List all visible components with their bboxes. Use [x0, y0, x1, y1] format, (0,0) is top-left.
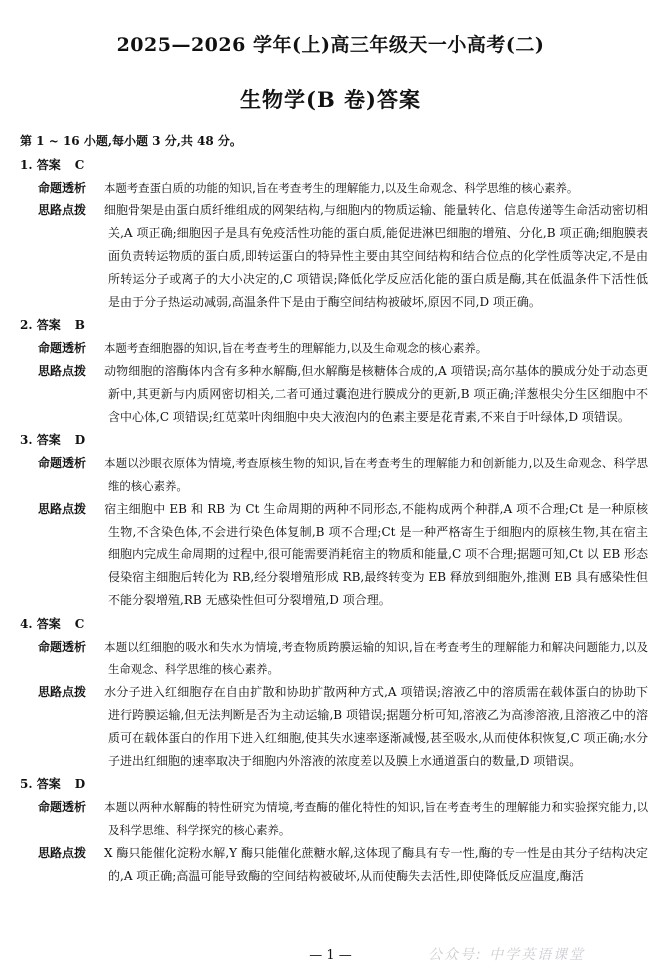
answer-choice: C — [74, 616, 85, 631]
page-title: 2025—2026 学年(上)高三年级天一小高考(二) — [116, 34, 545, 56]
analysis-text: 本题以两种水解酶的特性研究为情境,考查酶的催化特性的知识,旨在考查考生的理解能力和实验探究能力,以及科学思维、科学探究的核心素养。 — [104, 800, 648, 837]
question-answer-line — [20, 314, 648, 337]
question-number: 2. — [20, 318, 33, 333]
analysis-text: 本题以沙眼衣原体为情境,考查原核生物的知识,旨在考查考生的理解能力和创新能力,以及生命观念、科学思维的核心素养。 — [104, 456, 648, 493]
answer-choice: D — [74, 433, 86, 448]
question-number: 3. — [20, 433, 33, 448]
question-number: 4. — [20, 616, 33, 631]
answer-choice: C — [74, 157, 85, 172]
hint-text: 水分子进入红细胞存在自由扩散和协助扩散两种方式,A 项错误;溶液乙中的溶质需在载体蛋白的协助下进行跨膜运输,但无法判断是否为主动运输,B 项错误;据题分析可知,溶液乙为高渗溶液,且溶液乙中的溶质可在载体蛋白的作用下进入红细胞,使其失水速率逐渐减慢,甚至吸水,从而使体积恢复,C 项正确;水分子进出红细胞的速率取决于细胞内外溶液的浓度差以及膜上水通道蛋白的数量,D 项错误。 — [104, 685, 648, 768]
question-answer-line — [20, 613, 648, 636]
hint-text: 细胞骨架是由蛋白质纤维组成的网架结构,与细胞内的物质运输、能量转化、信息传递等生命活动密切相关,A 项正确;细胞因子是具有免疫活性功能的蛋白质,能促进淋巴细胞的增殖、分化,B 项正确;细胞膜表面负责转运物质的蛋白质,即转运蛋白的特异性主要由其空间结构和结合位点的化学性质等决定,不是由所转运分子或离子的大小决定的,C 项错误;降低化学反应活化能的蛋白质是酶,其在低温条件下活性低是由于分子热运动减弱,高温条件下是由于酶空间结构被破坏,原因不同,D 项正确。 — [104, 203, 648, 309]
hint-paragraph — [38, 681, 648, 772]
question-block — [20, 773, 648, 887]
analysis-paragraph — [38, 337, 648, 360]
analysis-label: 命题透析 — [38, 180, 87, 195]
hint-label: 思路点拨 — [38, 845, 87, 860]
hint-text: 动物细胞的溶酶体内含有多种水解酶,但水解酶是核糖体合成的,A 项错误;高尔基体的膜成分处于动态更新中,其更新与内质网密切相关,二者可通过囊泡进行膜成分的更新,B 项正确;洋葱根尖分生区细胞中不含中心体,C 项错误;红苋菜叶肉细胞中央大液泡内的色素主要是花青素,不来自于叶绿体,D 项错误。 — [104, 363, 648, 424]
hint-text: 宿主细胞中 EB 和 RB 为 Ct 生命周期的两种不同形态,不能构成两个种群,A 项不合理;Ct 是一种原核生物,不含染色体,不会进行染色体复制,B 项不合理;Ct 是一种严格寄生于细胞内的原核生物,其在宿主细胞内完成生命周期的过程中,很可能需要消耗宿主的物质和能量,C 项不合理;据题可知,Ct 以 EB 形态侵染宿主细胞后转化为 RB,经分裂增殖形成 RB,最终转变为 EB 释放到细胞外,推测 EB 具有感染性但不能分裂增殖,RB 无感染性但可分裂增殖,D 项合理。 — [104, 501, 648, 607]
answer-label: 答案 — [36, 777, 61, 792]
analysis-paragraph — [38, 452, 648, 498]
question-answer-line — [20, 773, 648, 796]
analysis-text: 本题考查蛋白质的功能的知识,旨在考查考生的理解能力,以及生命观念、科学思维的核心素养。 — [104, 180, 579, 195]
page-subtitle: 生物学(B 卷)答案 — [240, 87, 421, 112]
hint-paragraph — [38, 199, 648, 313]
question-answer-line — [20, 429, 648, 452]
analysis-paragraph — [38, 796, 648, 842]
answer-choice: B — [74, 318, 85, 333]
hint-label: 思路点拨 — [38, 685, 87, 700]
answer-content — [20, 130, 648, 887]
hint-paragraph — [38, 360, 648, 428]
question-block — [20, 154, 648, 314]
question-block — [20, 613, 648, 773]
hint-text: X 酶只能催化淀粉水解,Y 酶只能催化蔗糖水解,这体现了酶具有专一性,酶的专一性是由其分子结构决定的,A 项正确;高温可能导致酶的空间结构被破坏,从而使酶失去活性,即使降低反应温度,酶活 — [104, 845, 648, 883]
question-number: 1. — [20, 157, 33, 172]
hint-label: 思路点拨 — [38, 501, 87, 516]
section-intro: 第 1 ~ 16 小题,每小题 3 分,共 48 分。 — [20, 134, 242, 148]
answer-label: 答案 — [36, 433, 61, 448]
answer-label: 答案 — [36, 616, 61, 631]
hint-paragraph — [38, 842, 648, 888]
analysis-paragraph — [38, 636, 648, 682]
question-number: 5. — [20, 777, 33, 792]
analysis-label: 命题透析 — [38, 800, 87, 815]
answer-label: 答案 — [36, 318, 61, 333]
analysis-text: 本题考查细胞器的知识,旨在考查考生的理解能力,以及生命观念的核心素养。 — [104, 341, 488, 356]
answer-label: 答案 — [36, 157, 61, 172]
watermark-text: 公众号: 中学英语课堂 — [428, 947, 586, 963]
question-list — [20, 154, 648, 888]
question-block — [20, 314, 648, 428]
analysis-paragraph — [38, 177, 648, 200]
answer-choice: D — [74, 777, 86, 792]
analysis-label: 命题透析 — [38, 456, 87, 471]
question-answer-line — [20, 154, 648, 177]
hint-label: 思路点拨 — [38, 363, 87, 378]
question-block — [20, 429, 648, 611]
hint-paragraph — [38, 498, 648, 612]
analysis-label: 命题透析 — [38, 341, 87, 356]
page-number: — 1 — — [309, 948, 352, 963]
analysis-label: 命题透析 — [38, 639, 87, 654]
analysis-text: 本题以红细胞的吸水和失水为情境,考查物质跨膜运输的知识,旨在考查考生的理解能力和解决问题能力,以及生命观念、科学思维的核心素养。 — [104, 639, 648, 677]
hint-label: 思路点拨 — [38, 203, 87, 218]
